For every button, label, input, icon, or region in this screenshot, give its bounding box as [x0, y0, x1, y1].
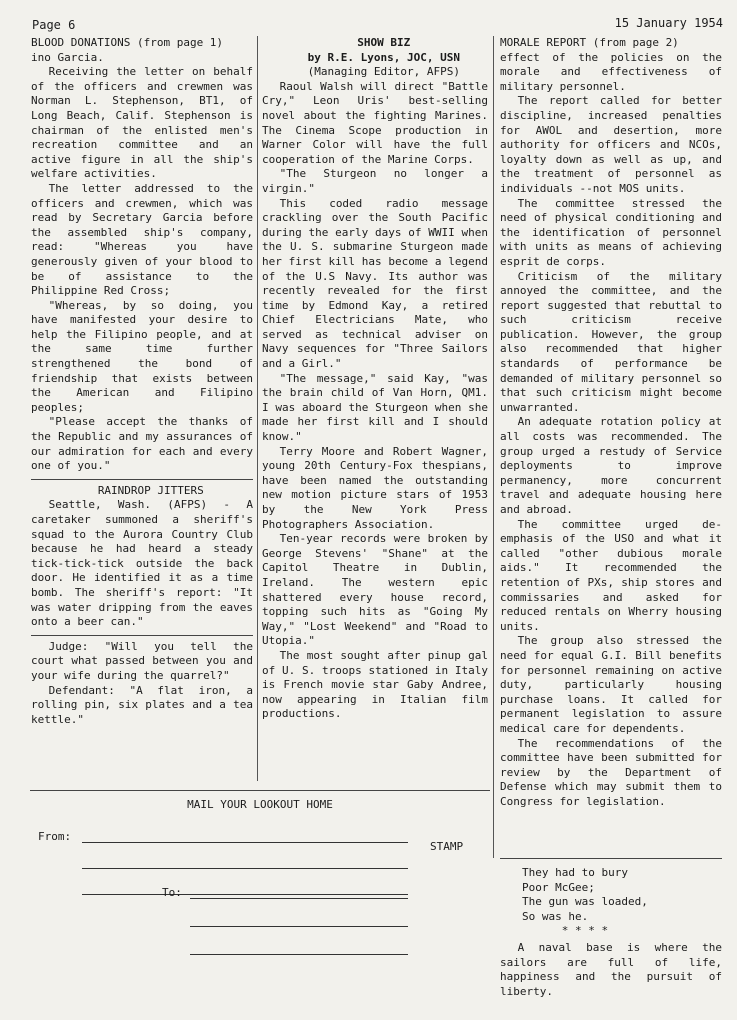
from-address-line[interactable]	[82, 842, 408, 843]
verse-line: They had to bury	[522, 866, 628, 879]
column-2	[262, 36, 488, 722]
to-address-line[interactable]	[190, 898, 408, 899]
article-title: RAINDROP JITTERS	[97, 483, 204, 497]
issue-date: 15 January 1954	[614, 16, 723, 30]
divider	[30, 790, 490, 791]
paragraph: Criticism of the military annoyed the committee, and the report suggested that rebuttal to such criticism receive publication. However, the group also recommended that higher standards of performance be demanded of military personnel so that such criticism might become unwarranted.	[500, 269, 722, 414]
column-divider	[257, 36, 258, 781]
paragraph: The letter addressed to the officers and crewmen, which was read by Secretary Garcia before the assembled ship's company, read: "Whereas you have generously given of your blood to be of assistance to the Philippine Red Cross;	[31, 181, 253, 298]
paragraph: Seattle, Wash. (AFPS) - A caretaker summoned a sheriff's squad to the Aurora Country Club because he had heard a steady tick-tick-tick outside the back door. He identified it as a time bomb. The sheriff's report: "It was water dripping from the eaves onto a beer can."	[31, 498, 253, 629]
mail-form-title: MAIL YOUR LOOKOUT HOME	[187, 798, 333, 811]
paragraph: The most sought after pinup gal of U. S. troops stationed in Italy is French movie star Gaby Andree, now appearing in Italian film productions.	[262, 648, 488, 721]
separator-stars: * * * *	[561, 924, 609, 938]
paragraph: This coded radio message crackling over the South Pacific during the early days of WWII when the U. S. submarine Sturgeon made her first kill has become a legend of the U.S Navy. Its author was recently revealed for the first time by Edmond Kay, a retired Chief Electricians Mate, who served as technical adviser on Navy sequences for "Three Sailors and a Girl."	[262, 196, 488, 371]
to-label: To:	[162, 886, 182, 899]
column-divider	[493, 36, 494, 858]
verse-line: So was he.	[522, 909, 589, 923]
paragraph: "The Sturgeon no longer a virgin."	[262, 167, 488, 195]
paragraph: The report called for better discipline, increased penalties for AWOL and desertion, more authority for officers and NCOs, loyalty down as well as up, and the treatment of personnel as individuals --not MOS units.	[500, 94, 722, 195]
article-title: SHOW BIZ	[357, 36, 411, 49]
verse-line: Poor McGee;	[522, 880, 595, 894]
from-address-line[interactable]	[82, 868, 408, 869]
from-address-line[interactable]	[82, 894, 408, 895]
to-address-line[interactable]	[190, 926, 408, 927]
to-address-line[interactable]	[190, 954, 408, 955]
paragraph: "The message," said Kay, "was the brain child of Van Horn, QM1. I was aboard the Sturgeon when she made her first kill and I should know."	[262, 371, 488, 444]
from-label: From:	[38, 830, 72, 843]
paragraph: Receiving the letter on behalf of the officers and crewmen was Norman L. Stephenson, BT1, of Long Beach, Calif. Stephenson is chairman of the enlisted men's recreation committee and an active figure in all the ship's welfare activities.	[31, 65, 253, 181]
paragraph: The committee stressed the need of physical conditioning and the identification of personnel with units as means of achieving esprit de corps.	[500, 196, 722, 268]
divider	[31, 479, 253, 480]
paragraph: The recommendations of the committee have been submitted for review by the Department of Defense which may submit them to Congress for legislation.	[500, 736, 722, 808]
paragraph: The committee urged de-emphasis of the USO and what it called "other dubious morale aids." It recommended the retention of PXs, ship stores and commissaries and asked for reduced rentals on Wherry housing units.	[500, 517, 722, 633]
paragraph: Judge: "Will you tell the court what passed between you and your wife during the quarrel?"	[31, 639, 253, 682]
paragraph: Raoul Walsh will direct "Battle Cry," Leon Uris' best-selling novel about the fighting Marines. The Cinema Scope production in Warner Color will have the full cooperation of the Marine Corps.	[262, 79, 488, 166]
verse	[522, 866, 648, 939]
page-number: Page 6	[32, 18, 76, 32]
divider	[500, 858, 722, 859]
paragraph: effect of the policies on the morale and effectiveness of military personnel.	[500, 50, 722, 93]
paragraph: "Please accept the thanks of the Republic and my assurances of our admiration for each and every one of you."	[31, 415, 253, 473]
divider	[31, 635, 253, 636]
continued-heading: BLOOD DONATIONS (from page 1)	[31, 36, 224, 49]
paragraph: Ten-year records were broken by George Stevens' "Shane" at the Capitol Theatre in Dublin, Ireland. The western epic shattered every house record, topping such hits as "Going My Way," "Lost Weekend" and "Road to Utopia."	[262, 532, 488, 648]
column-3	[500, 36, 722, 809]
paragraph: A naval base is where the sailors are full of life, happiness and the pursuit of liberty.	[500, 941, 722, 998]
byline-subtitle: (Managing Editor, AFPS)	[307, 65, 460, 79]
paragraph: ino Garcia.	[31, 50, 104, 64]
paragraph: Defendant: "A flat iron, a rolling pin, six plates and a tea kettle."	[31, 683, 253, 726]
continued-heading: MORALE REPORT (from page 2)	[500, 36, 679, 49]
stamp-label: STAMP	[430, 840, 464, 853]
mail-form	[30, 790, 492, 990]
paragraph: An adequate rotation policy at all costs was recommended. The group urged a restudy of Service deployments to improve permanency, more concurrent travel and adequate housing here and abroad.	[500, 415, 722, 516]
verse-line: The gun was loaded,	[522, 895, 648, 909]
paragraph: Terry Moore and Robert Wagner, young 20th Century-Fox thespians, have been named the outstanding new motion picture stars of 1953 by the New York Press Photographers Association.	[262, 444, 488, 531]
byline: by R.E. Lyons, JOC, USN	[307, 50, 460, 64]
paragraph: The group also stressed the need for equal G.I. Bill benefits for personnel remaining on active duty, particularly housing purchase loans. It called for permanent legislation to assure medical care for dependents.	[500, 634, 722, 735]
paragraph: "Whereas, by so doing, you have manifested your desire to help the Filipino people, and at the same time further strengthened the bond of friendship that exists between the American and Filipino peoples;	[31, 298, 253, 414]
column-1	[31, 36, 253, 727]
joke	[500, 941, 722, 999]
